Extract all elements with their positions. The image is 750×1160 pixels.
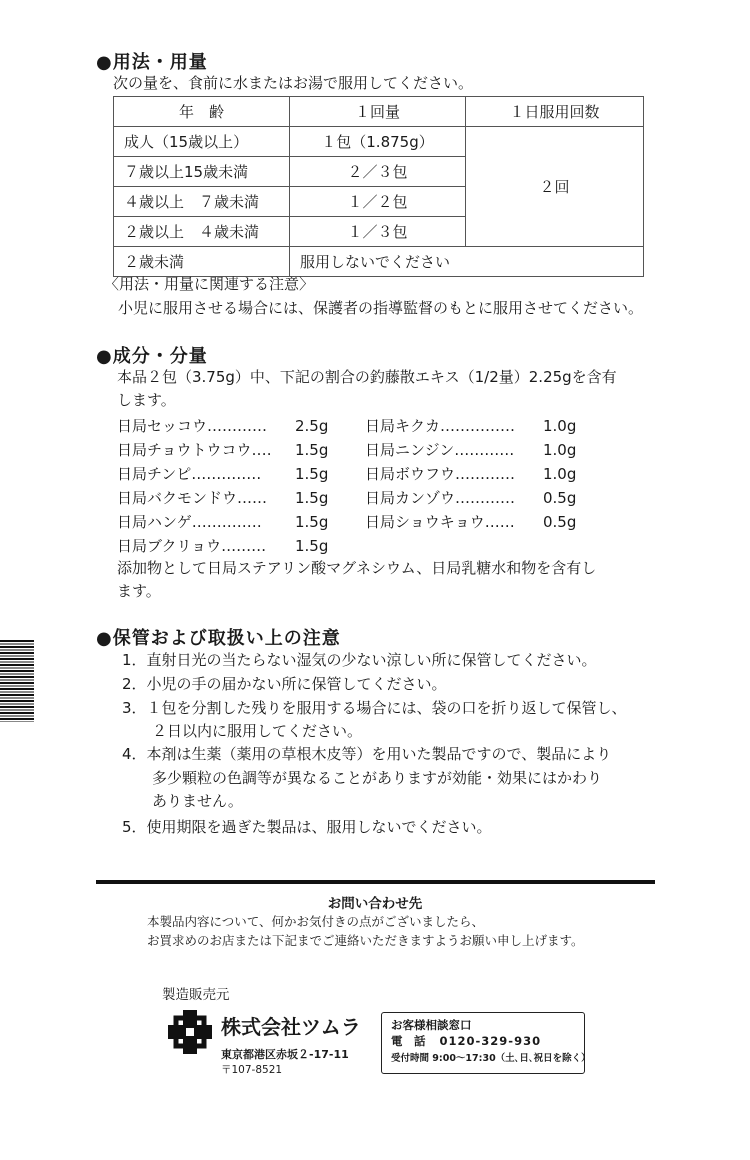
- ingredient-item: 日局ハンゲ…………‥ 1.5g: [117, 513, 329, 531]
- table-header-row: [114, 97, 644, 127]
- list-item: 5．使用期限を過ぎた製品は、服用しないでください。: [122, 818, 492, 836]
- dosage-table: [113, 96, 644, 277]
- header-age: 年 齢: [114, 97, 290, 127]
- related-note-title: 〈用法・用量に関連する注意〉: [104, 275, 315, 293]
- list-item: 4．本剤は生薬（薬用の草根木皮等）を用いた製品ですので、製品により: [122, 745, 612, 763]
- ingredient-item: 日局ブクリョウ……… 1.5g: [117, 537, 329, 555]
- company-name: 株式会社ツムラ: [221, 1015, 361, 1039]
- ingredient-item: 日局キクカ…………… 1.0g: [365, 417, 577, 435]
- header-daily: １日服用回数: [466, 97, 644, 127]
- header-dose: １回量: [290, 97, 466, 127]
- contact-box: [381, 1012, 591, 1074]
- phone-label: 電 話: [391, 1034, 426, 1048]
- ingredient-item: 日局カンゾウ………… 0.5g: [365, 489, 577, 507]
- contact-title: お客様相談窓口: [391, 1018, 472, 1032]
- ingredient-item: 日局チョウトウコウ‥‥ 1.5g: [117, 441, 329, 459]
- row-dose: ２／３包: [290, 157, 466, 187]
- maker-label: 製造販売元: [162, 987, 230, 1003]
- phone-number[interactable]: 0120-329-930: [439, 1034, 542, 1048]
- contact-phone-row: [391, 1033, 541, 1049]
- ingredients-heading: ●成分・分量: [96, 346, 208, 367]
- usage-intro: 次の量を、食前に水またはお湯で服用してください。: [113, 74, 474, 92]
- bullet-icon: ●: [96, 628, 113, 649]
- ingredient-item: 日局ボウフウ………… 1.0g: [365, 465, 577, 483]
- list-item: ２日以内に服用してください。: [122, 722, 363, 740]
- table-row: [114, 127, 644, 157]
- section-divider: [96, 880, 655, 884]
- ingredient-item: 日局ニンジン………… 1.0g: [365, 441, 577, 459]
- row-age: ２歳未満: [114, 247, 290, 277]
- postal-code: 〒107-8521: [221, 1064, 283, 1076]
- usage-heading: ●用法・用量: [96, 52, 208, 73]
- additive-line-2: ます。: [117, 582, 161, 600]
- list-item: 1．直射日光の当たらない湿気の少ない涼しい所に保管してください。: [122, 651, 597, 669]
- row-age: ７歳以上15歳未満: [114, 157, 290, 187]
- ingredient-item: 日局ショウキョウ…… 0.5g: [365, 513, 577, 531]
- table-row: [114, 247, 644, 277]
- tsumura-logo-icon: [166, 1008, 214, 1056]
- row-dose: １包（1.875g）: [290, 127, 466, 157]
- ingredients-intro-1: 本品２包（3.75g）中、下記の割合の釣藤散エキス（1/2量）2.25gを含有: [117, 368, 617, 386]
- bullet-icon: ●: [96, 52, 113, 73]
- row-dose: １／３包: [290, 217, 466, 247]
- storage-heading: ●保管および取扱い上の注意: [96, 628, 341, 649]
- list-item: 2．小児の手の届かない所に保管してください。: [122, 675, 447, 693]
- inquiry-title: お問い合わせ先: [327, 896, 423, 912]
- row-age: 成人（15歳以上）: [114, 127, 290, 157]
- inquiry-line-1: 本製品内容について、何かお気付きの点がございましたら、: [147, 914, 485, 929]
- daily-times: ２回: [466, 127, 644, 247]
- row-age: ４歳以上 ７歳未満: [114, 187, 290, 217]
- inquiry-line-2: お買求めのお店または下記までご連絡いただきますようお願い申し上げます。: [147, 933, 584, 948]
- barcode-image: [0, 640, 34, 722]
- contact-hours: 受付時間 9:00～17:30（土､日､祝日を除く）: [391, 1053, 591, 1064]
- list-item: 3．１包を分割した残りを服用する場合には、袋の口を折り返して保管し、: [122, 699, 627, 717]
- ingredients-intro-2: します。: [117, 391, 176, 409]
- related-note: 小児に服用させる場合には、保護者の指導監督のもとに服用させてください。: [118, 299, 644, 317]
- ingredient-item: 日局チンピ…………‥ 1.5g: [117, 465, 329, 483]
- row-dose: 服用しないでください: [290, 247, 644, 277]
- bullet-icon: ●: [96, 346, 113, 367]
- row-age: ２歳以上 ４歳未満: [114, 217, 290, 247]
- list-item: 多少顆粒の色調等が異なることがありますが効能・効果にはかわり: [122, 769, 603, 787]
- ingredient-item: 日局セッコウ………… 2.5g: [117, 417, 329, 435]
- additive-line-1: 添加物として日局ステアリン酸マグネシウム、日局乳糖水和物を含有し: [117, 559, 597, 577]
- company-address: 東京都港区赤坂２-17-11: [221, 1048, 349, 1061]
- row-dose: １／２包: [290, 187, 466, 217]
- list-item: ありません。: [122, 792, 243, 810]
- ingredient-item: 日局バクモンドウ…… 1.5g: [117, 489, 329, 507]
